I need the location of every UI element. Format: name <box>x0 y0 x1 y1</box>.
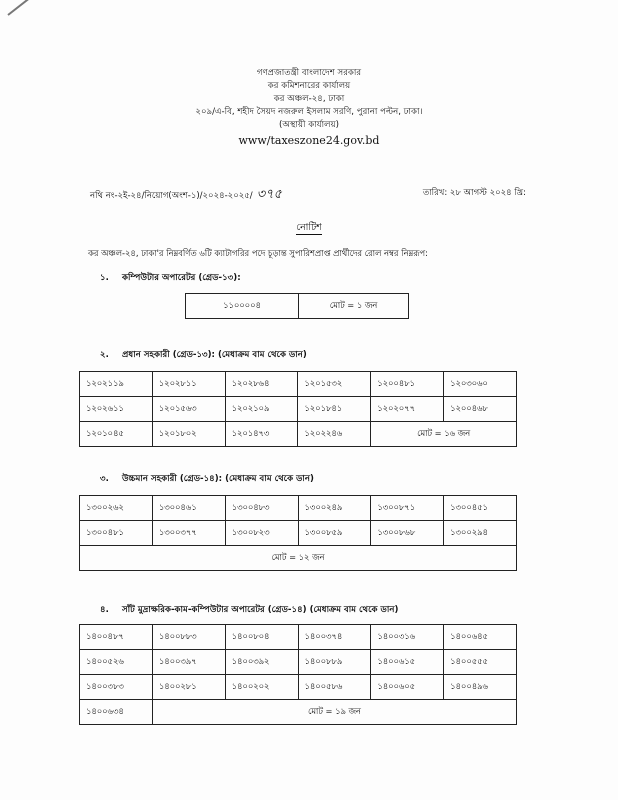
roll-cell: ১৪০০৪৯৬ <box>444 675 517 700</box>
roll-cell: ১২০২৮১১ <box>152 372 225 397</box>
roll-cell: ১৩০০৮৫৯ <box>298 521 371 546</box>
roll-cell: ১৪০০৬০৫ <box>371 675 444 700</box>
file-reference <box>90 185 282 206</box>
roll-table-2 <box>79 371 517 447</box>
roll-cell: ১৪০০৩৯৭ <box>152 650 225 675</box>
roll-cell: ১৪০০৩১৬ <box>371 625 444 650</box>
roll-cell: ১৪০০৬৪৫ <box>444 625 517 650</box>
roll-cell: ১৩০০৮৬৮ <box>371 521 444 546</box>
table-row <box>80 546 517 571</box>
table-row <box>80 422 517 447</box>
roll-cell: ১৪০০৫২৬ <box>80 650 153 675</box>
roll-cell: ১২০২২৪৬ <box>298 422 371 447</box>
file-number: নথি নং-২ই-২৪/নিয়োগ(অংশ-১)/২০২৪-২০২৫/ <box>90 191 253 201</box>
roll-table-3 <box>79 495 517 571</box>
office-name: কর কমিশনারের কার্যালয় <box>267 81 351 91</box>
section-heading: ৩. উচ্চমান সহকারী (গ্রেড-১৪): (মেধাক্রম বাম থেকে ডান) <box>100 474 314 484</box>
roll-cell: ১২০২১০৯ <box>225 397 298 422</box>
roll-cell: ১৩০০৮২৩ <box>225 521 298 546</box>
roll-cell: ১২০২৮৬৪ <box>225 372 298 397</box>
roll-cell: ১৪০০২০২ <box>225 675 298 700</box>
roll-cell: ১৪০০৩৭৪ <box>298 625 371 650</box>
roll-cell: ১২০২৬১১ <box>80 397 153 422</box>
roll-cell: ১৪০০৮৮৯ <box>298 650 371 675</box>
roll-cell: ১৪০০৬১৫ <box>371 650 444 675</box>
roll-cell: ১৩০০২৯৪ <box>444 521 517 546</box>
table-row <box>186 294 409 319</box>
roll-cell: ১৪০০৪৮৭ <box>80 625 153 650</box>
total-cell: মোট = ১৯ জন <box>152 700 516 725</box>
table-row <box>80 397 517 422</box>
roll-cell: ১২০০৪৬৮ <box>444 397 517 422</box>
roll-cell: ১২০১৫৩২ <box>298 372 371 397</box>
serial-number: ৩৭৫ <box>256 187 282 202</box>
total-cell: মোট = ১৬ জন <box>371 422 517 447</box>
website-link[interactable]: www/taxeszone24.gov.bd <box>238 134 380 147</box>
roll-cell: ১৩০০৪৬১ <box>152 496 225 521</box>
roll-cell: ১৪০০৩৯২ <box>225 650 298 675</box>
table-row <box>80 521 517 546</box>
roll-cell: ১৩০০২৪৯ <box>298 496 371 521</box>
intro-text: কর অঞ্চল-২৪, ঢাকা'র নিম্নবর্ণিত ৬টি ক্যাটাগরির পদে চূড়ান্ত সুপারিশপ্রাপ্ত প্রার্থীদের রোল নম্বর নিম্নরূপ: <box>88 248 428 258</box>
roll-table-1 <box>185 293 409 319</box>
roll-cell: ১২০৩০৬০ <box>444 372 517 397</box>
section-heading: ১. কম্পিউটার অপারেটর (গ্রেড-১৩): <box>100 273 241 283</box>
roll-cell: ১৩০০২৬২ <box>80 496 153 521</box>
roll-cell: ১২০২০৭৭ <box>371 397 444 422</box>
section-heading: ২. প্রধান সহকারী (গ্রেড-১৩): (মেধাক্রম বাম থেকে ডান) <box>100 350 307 360</box>
roll-cell: ১৩০০৪৫১ <box>444 496 517 521</box>
roll-cell: ১২০১৮৪১ <box>298 397 371 422</box>
roll-cell: ১২০১০৪৫ <box>80 422 153 447</box>
table-row <box>80 496 517 521</box>
section-heading: ৪. সাঁট মুদ্রাক্ষরিক-কাম-কম্পিউটার অপারেটর (গ্রেড-১৪) (মেধাক্রম বাম থেকে ডান) <box>100 605 399 615</box>
roll-table-4 <box>79 624 517 725</box>
table-row <box>80 625 517 650</box>
table-row <box>80 700 517 725</box>
roll-cell: ১২০০৪৮১ <box>371 372 444 397</box>
notice-date: তারিখ: ২৮ আগস্ট ২০২৪ খ্রি: <box>422 188 526 198</box>
table-row <box>80 650 517 675</box>
roll-cell: ১২০১৮০২ <box>152 422 225 447</box>
roll-cell: ১৩০০৩৭৭ <box>152 521 225 546</box>
office-address: ২০৯/এ-বি, শহীদ সৈয়দ নজরুল ইসলাম সরণি, পুরানা পল্টন, ঢাকা। <box>195 107 423 117</box>
roll-cell: ১৩০০৮৭১ <box>371 496 444 521</box>
roll-cell: ১২০১৪৭৩ <box>225 422 298 447</box>
roll-cell: ১৪০০৮০৪ <box>225 625 298 650</box>
roll-cell: ১২০২১১৯ <box>80 372 153 397</box>
government-name: গণপ্রজাতন্ত্রী বাংলাদেশ সরকার <box>256 68 362 78</box>
table-row <box>80 675 517 700</box>
tax-zone: কর অঞ্চল-২৪, ঢাকা <box>273 94 345 104</box>
roll-cell: ১৪০০৫৮৬ <box>298 675 371 700</box>
roll-cell: ১৪০০৫৫৫ <box>444 650 517 675</box>
temporary-office: (অস্থায়ী কার্যালয়) <box>279 120 339 130</box>
roll-cell: ১৪০০৮৮৩ <box>152 625 225 650</box>
total-cell: মোট = ১ জন <box>299 294 409 319</box>
roll-cell: ১৩০০৪৮১ <box>80 521 153 546</box>
roll-cell: ১৪০০৬৩৪ <box>80 700 153 725</box>
roll-cell: ১২০১৫৬৩ <box>152 397 225 422</box>
roll-cell: ১৪০০৩৮৩ <box>80 675 153 700</box>
roll-cell: ১৪০০২৮১ <box>152 675 225 700</box>
pen-mark <box>7 0 41 16</box>
table-row <box>80 372 517 397</box>
roll-cell: ১৩০০৪৮৩ <box>225 496 298 521</box>
total-cell: মোট = ১২ জন <box>80 546 517 571</box>
notice-title: নোটিশ <box>296 222 322 233</box>
roll-cell: ১১০০০০৪ <box>186 294 299 319</box>
